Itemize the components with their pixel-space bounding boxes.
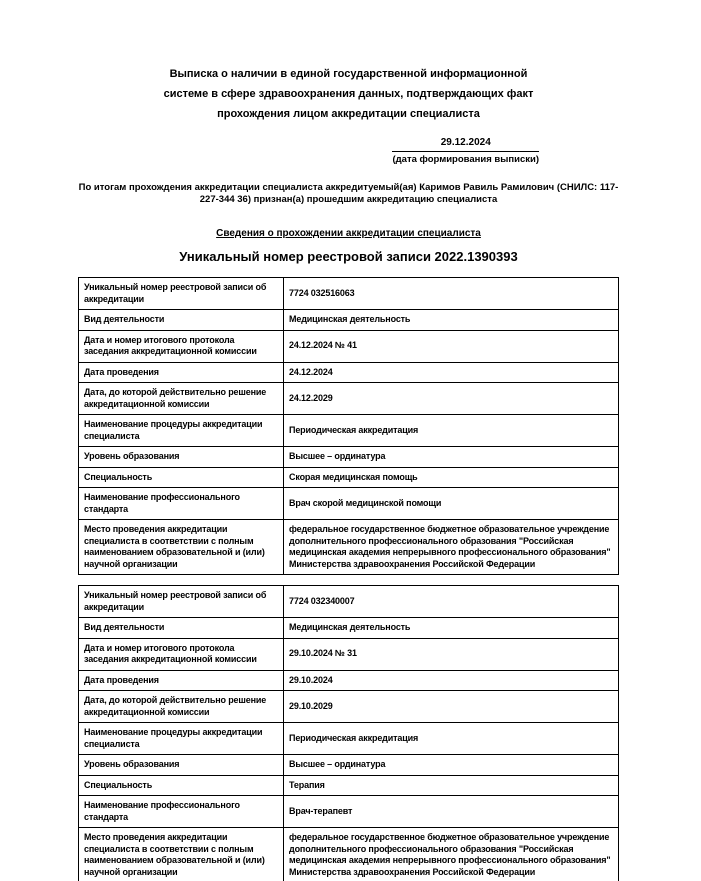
field-label: Наименование процедуры аккредитации специалиста bbox=[79, 415, 284, 447]
page-title-line-1: Выписка о наличии в единой государственной информационной bbox=[169, 68, 528, 80]
field-label: Место проведения аккредитации специалиста в соответствии с полным наименованием образовательной и (или) научной организации bbox=[79, 520, 284, 575]
field-value: 24.12.2024 № 41 bbox=[284, 330, 619, 362]
table-row bbox=[79, 691, 619, 723]
table-row bbox=[79, 828, 619, 881]
table-row bbox=[79, 278, 619, 310]
table-row bbox=[79, 670, 619, 691]
page-title bbox=[78, 64, 619, 124]
field-value: 29.10.2024 bbox=[284, 670, 619, 691]
registry-number-heading: Уникальный номер реестровой записи 2022.1390393 bbox=[179, 249, 518, 264]
field-label: Уровень образования bbox=[79, 447, 284, 468]
table-row bbox=[79, 362, 619, 383]
field-value: 7724 032516063 bbox=[284, 278, 619, 310]
field-value: федеральное государственное бюджетное образовательное учреждение дополнительного профессионального образования "Российская медицинская академия непрерывного профессионального образования" Министерства здравоохранения Российской Федерации bbox=[284, 520, 619, 575]
table-row bbox=[79, 755, 619, 776]
field-label: Дата и номер итогового протокола заседания аккредитационной комиссии bbox=[79, 638, 284, 670]
table-row bbox=[79, 415, 619, 447]
field-value: 29.10.2029 bbox=[284, 691, 619, 723]
intro-paragraph: По итогам прохождения аккредитации специалиста аккредитуемый(ая) Каримов Равиль Рамилович (СНИЛС: 117-227-344 36) признан(а) прошедшим аккредитацию специалиста bbox=[78, 182, 619, 205]
field-label: Дата и номер итогового протокола заседания аккредитационной комиссии bbox=[79, 330, 284, 362]
field-label: Дата проведения bbox=[79, 670, 284, 691]
accreditation-table-2 bbox=[78, 585, 619, 881]
field-value: федеральное государственное бюджетное образовательное учреждение дополнительного профессионального образования "Российская медицинская академия непрерывного профессионального образования" Министерства здравоохранения Российской Федерации bbox=[284, 828, 619, 881]
field-value: Высшее – ординатура bbox=[284, 755, 619, 776]
table-row bbox=[79, 383, 619, 415]
field-value: Периодическая аккредитация bbox=[284, 723, 619, 755]
table-row bbox=[79, 638, 619, 670]
table-row bbox=[79, 775, 619, 796]
field-label: Дата, до которой действительно решение аккредитационной комиссии bbox=[79, 383, 284, 415]
section-heading: Сведения о прохождении аккредитации специалиста bbox=[216, 228, 481, 239]
table-row bbox=[79, 330, 619, 362]
field-label: Специальность bbox=[79, 775, 284, 796]
field-value: Медицинская деятельность bbox=[284, 618, 619, 639]
field-value: 24.12.2024 bbox=[284, 362, 619, 383]
table-row bbox=[79, 618, 619, 639]
field-label: Дата проведения bbox=[79, 362, 284, 383]
table-row bbox=[79, 310, 619, 331]
field-value: 29.10.2024 № 31 bbox=[284, 638, 619, 670]
field-label: Место проведения аккредитации специалиста в соответствии с полным наименованием образовательной и (или) научной организации bbox=[79, 828, 284, 881]
field-label: Вид деятельности bbox=[79, 618, 284, 639]
field-label: Специальность bbox=[79, 467, 284, 488]
field-value: Скорая медицинская помощь bbox=[284, 467, 619, 488]
table-row bbox=[79, 520, 619, 575]
table-row bbox=[79, 488, 619, 520]
field-value: Врач-терапевт bbox=[284, 796, 619, 828]
field-label: Наименование процедуры аккредитации специалиста bbox=[79, 723, 284, 755]
table-row bbox=[79, 467, 619, 488]
field-value: Медицинская деятельность bbox=[284, 310, 619, 331]
field-value: Терапия bbox=[284, 775, 619, 796]
field-label: Вид деятельности bbox=[79, 310, 284, 331]
field-value: Периодическая аккредитация bbox=[284, 415, 619, 447]
field-value: Высшее – ординатура bbox=[284, 447, 619, 468]
field-label: Уникальный номер реестровой записи об аккредитации bbox=[79, 586, 284, 618]
field-label: Уникальный номер реестровой записи об аккредитации bbox=[79, 278, 284, 310]
extract-date-caption: (дата формирования выписки) bbox=[392, 154, 539, 165]
table-row bbox=[79, 723, 619, 755]
field-label: Уровень образования bbox=[79, 755, 284, 776]
page-title-line-2: системе в сфере здравоохранения данных, подтверждающих факт bbox=[163, 88, 534, 100]
field-label: Наименование профессионального стандарта bbox=[79, 488, 284, 520]
field-value: 24.12.2029 bbox=[284, 383, 619, 415]
field-value: 7724 032340007 bbox=[284, 586, 619, 618]
page-title-line-3: прохождения лицом аккредитации специалиста bbox=[217, 108, 480, 120]
table-row bbox=[79, 447, 619, 468]
field-label: Наименование профессионального стандарта bbox=[79, 796, 284, 828]
extract-date-block bbox=[392, 136, 539, 166]
field-label: Дата, до которой действительно решение аккредитационной комиссии bbox=[79, 691, 284, 723]
extract-date: 29.12.2024 bbox=[392, 136, 539, 152]
field-value: Врач скорой медицинской помощи bbox=[284, 488, 619, 520]
table-row bbox=[79, 796, 619, 828]
accreditation-table-1 bbox=[78, 277, 619, 575]
table-row bbox=[79, 586, 619, 618]
